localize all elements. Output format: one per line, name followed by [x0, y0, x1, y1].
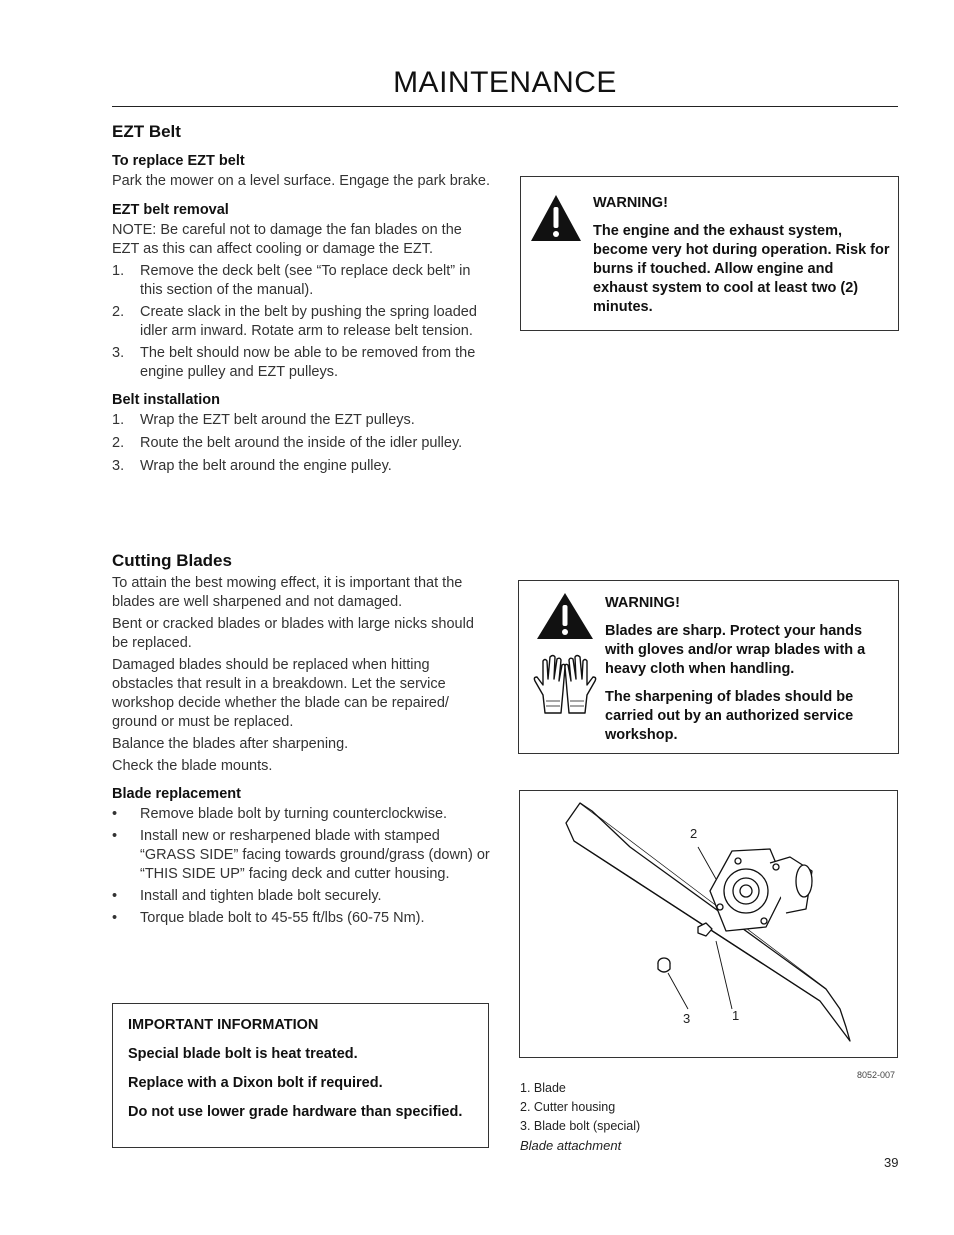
blades-paragraph: To attain the best mowing effect, it is important that the blades are well sharpened and not damaged. — [112, 575, 463, 610]
cutting-blades-heading: Cutting Blades — [112, 551, 232, 570]
figure-code: 8052-007 — [857, 1070, 896, 1080]
important-info-box — [112, 1003, 489, 1148]
blade-illustration — [520, 791, 897, 1057]
install-steps — [112, 411, 492, 476]
header-divider — [112, 106, 898, 107]
list-item: • Torque blade bolt to 45-55 ft/lbs (60-75 Nm). — [112, 910, 425, 926]
blades-paragraph: Balance the blades after sharpening. — [112, 736, 349, 752]
blades-paragraph: Damaged blades should be replaced when hitting obstacles that result in a breakdown. Let the service workshop decide whether the blade can be repaired/ ground or must be replaced. — [112, 657, 449, 730]
list-item: 3. The belt should now be able to be removed from the engine pulley and EZT pulleys. — [112, 345, 476, 380]
warning-text: The engine and the exhaust system, become very hot during operation. Risk for burns if touched. Allow engine and exhaust system to cool at least two (2) minutes. — [593, 223, 890, 315]
warning-text: Blades are sharp. Protect your hands with gloves and/or wrap blades with a heavy cloth when handling. — [605, 623, 866, 677]
warning-box-blades — [518, 580, 899, 754]
gloves-icon — [531, 651, 599, 717]
warning-title: WARNING! — [593, 195, 668, 211]
replace-ezt-heading: To replace EZT belt — [112, 153, 245, 169]
list-item: 2. Route the belt around the inside of the idler pulley. — [112, 435, 463, 451]
legend-item: 2. Cutter housing — [520, 1100, 616, 1114]
blades-paragraph: Check the blade mounts. — [112, 758, 273, 774]
page-number: 39 — [884, 1155, 899, 1170]
blade-replacement-list — [112, 805, 492, 928]
list-item: 1. Wrap the EZT belt around the EZT pulleys. — [112, 412, 415, 428]
callout-2: 2 — [690, 826, 698, 841]
warning-triangle-icon — [529, 193, 583, 243]
warning-text: The sharpening of blades should be carried out by an authorized service workshop. — [605, 689, 854, 743]
list-item: • Remove blade bolt by turning counterclockwise. — [112, 806, 448, 822]
important-line: Replace with a Dixon bolt if required. — [128, 1075, 383, 1091]
figure-caption: Blade attachment — [520, 1138, 622, 1153]
important-line: Do not use lower grade hardware than specified. — [128, 1104, 463, 1120]
blade-attachment-figure — [519, 790, 898, 1058]
figure-legend — [520, 1079, 640, 1155]
callout-line-2 — [698, 847, 716, 879]
legend-item: 3. Blade bolt (special) — [520, 1119, 641, 1133]
list-item: • Install new or resharpened blade with stamped “GRASS SIDE” facing towards ground/grass (down) or “THIS SIDE UP” facing deck and cutter housing. — [112, 828, 490, 882]
warning-title: WARNING! — [605, 595, 680, 611]
page-title: MAINTENANCE — [393, 66, 617, 99]
callout-1: 1 — [732, 1008, 740, 1023]
list-item: 3. Wrap the belt around the engine pulley. — [112, 458, 392, 474]
important-line: Special blade bolt is heat treated. — [128, 1046, 358, 1062]
ezt-belt-section — [112, 120, 492, 476]
blades-paragraph: Bent or cracked blades or blades with large nicks should be replaced. — [112, 616, 474, 651]
replace-ezt-text: Park the mower on a level surface. Engage the park brake. — [112, 173, 491, 189]
legend-item: 1. Blade — [520, 1081, 566, 1095]
removal-note: NOTE: Be careful not to damage the fan blades on the EZT as this can affect cooling or damage the EZT. — [112, 222, 462, 257]
callout-3: 3 — [683, 1011, 691, 1026]
warning-triangle-icon — [535, 591, 595, 641]
removal-heading: EZT belt removal — [112, 202, 229, 218]
important-title: IMPORTANT INFORMATION — [128, 1017, 319, 1033]
callout-line-3 — [668, 973, 688, 1009]
list-item: 1. Remove the deck belt (see “To replace deck belt” in this section of the manual). — [112, 263, 471, 298]
callout-line-1 — [716, 941, 732, 1009]
install-heading: Belt installation — [112, 392, 220, 408]
cutting-blades-section — [112, 551, 492, 928]
removal-steps — [112, 262, 492, 382]
list-item: 2. Create slack in the belt by pushing the spring loaded idler arm inward. Rotate arm to release belt tension. — [112, 304, 477, 339]
list-item: • Install and tighten blade bolt securely. — [112, 888, 382, 904]
warning-box-heat — [520, 176, 899, 331]
ezt-belt-heading: EZT Belt — [112, 122, 181, 141]
blade-replacement-heading: Blade replacement — [112, 786, 241, 802]
